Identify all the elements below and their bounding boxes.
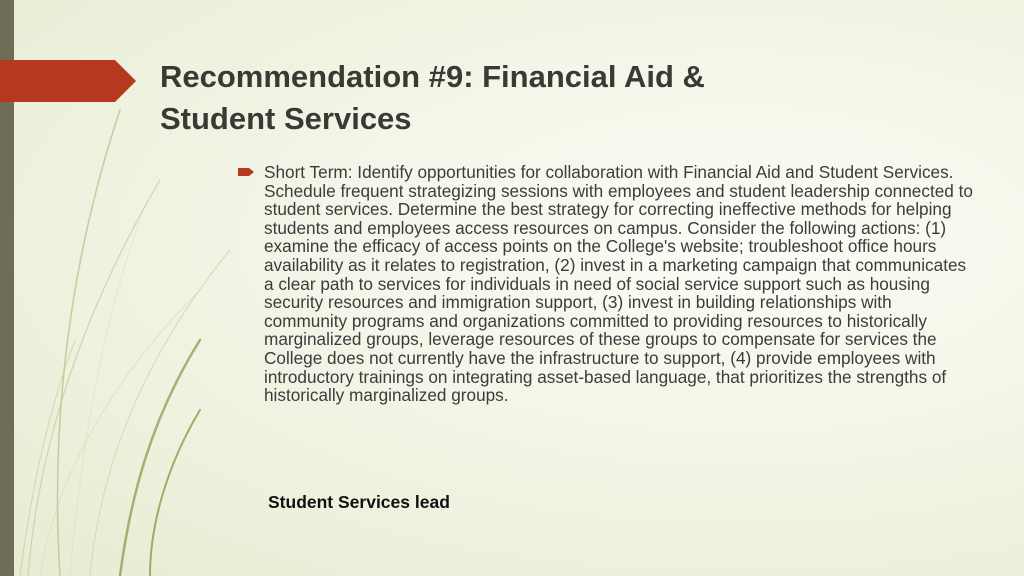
slide-title [160,56,920,140]
bullet-text: Short Term: Identify opportunities for collaboration with Financial Aid and Student Services. Schedule frequent strategizing sessions with employees and student leadership connected to student services. Determine the best strategy for correcting ineffective methods for helping students and employees access resources on campus. Consider the following actions: (1) examine the efficacy of access points on the College's website; troubleshoot office hours availability as it relates to registration, (2) invest in a marketing campaign that communicates a clear path to services for individuals in need of social service support such as housing security resources and immigration support, (3) invest in building relationships with community programs and organizations committed to providing resources to historically marginalized groups, leverage resources of these groups to compensate for services the College does not currently have the infrastructure to support, (4) provide employees with introductory trainings on integrating asset-based language, that prioritizes the strengths of historically marginalized groups. [264,162,973,406]
title-line-2: Student Services [160,101,412,136]
lead-label: Student Services lead [268,492,450,512]
title-line-1: Recommendation #9: Financial Aid & [160,59,705,94]
arrow-bullet-icon [238,167,254,177]
title-banner-arrow [0,60,136,102]
